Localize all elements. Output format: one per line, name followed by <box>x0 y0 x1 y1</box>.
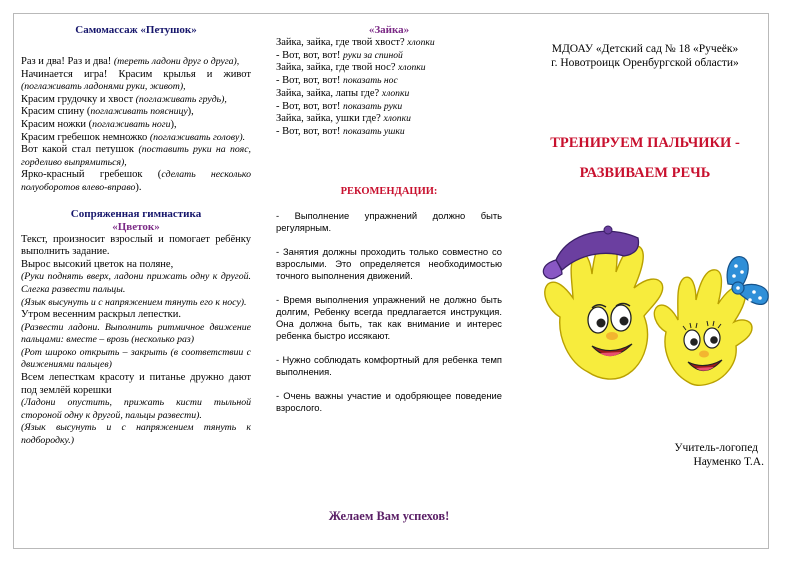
poem-line: - Вот, вот, вот! руки за спиной <box>276 49 403 61</box>
gym-subtitle: «Цветок» <box>112 220 160 233</box>
recommendations-title: РЕКОМЕНДАЦИИ: <box>340 185 438 197</box>
gym-line: (Развести ладони. Выполнить ритмичное движение пальцами: вместе – врозь (несколько раз) <box>21 321 251 346</box>
massage-line: Красим ножки (поглаживать ноги), <box>21 118 177 130</box>
massage-title: Самомассаж «Петушок» <box>75 24 197 36</box>
gym-line: Вырос высокий цветок на поляне, <box>21 258 174 270</box>
massage-line: Красим спину (поглаживать поясницу), <box>21 106 194 118</box>
recommendation-item: - Очень важны участие и одобряющее поведение взрослого. <box>276 389 502 413</box>
gym-line: (Язык высунуть и с напряжением тянуть его к носу). <box>21 296 247 308</box>
gym-title: Сопряженная гимнастика <box>70 207 202 220</box>
brochure-title: ТРЕНИРУЕМ ПАЛЬЧИКИ - РАЗВИВАЕМ РЕЧЬ <box>550 135 740 181</box>
poem-line: - Вот, вот, вот! показать руки <box>276 100 403 112</box>
author-name: Науменко Т.А. <box>693 455 764 468</box>
massage-line: Ярко-красный гребешок (сделать несколько полуоборотов влево-вправо). <box>21 169 251 193</box>
recommendations-list <box>276 210 502 414</box>
smiling-hands-illustration <box>528 222 774 397</box>
poem-line: Зайка, зайка, ушки где? хлопки <box>276 113 411 125</box>
recommendation-item: - Выполнение упражнений должно быть регулярным. <box>276 209 502 233</box>
massage-line: Красим грудочку и хвост (поглаживать грудь), <box>21 93 227 105</box>
gym-line: Всем лепесткам красоту и питанье дружно дают под землёй корешки <box>21 372 251 396</box>
recommendation-item: - Время выполнения упражнений не должно быть долгим, Ребенку всегда предлагается инструкция. Она должна быть, так как внимание и интерес ребенка быстро иссякают. <box>276 293 502 341</box>
gym-intro: Текст, произносит взрослый и помогает ребёнку выполнить задание. <box>21 233 251 258</box>
gym-line: Утром весенним раскрыл лепестки. <box>21 309 181 321</box>
recommendation-item: - Нужно соблюдать комфортный для ребенка темп выполнения. <box>276 353 502 377</box>
gym-line: (Рот широко открыть – закрыть (в соответствии с движениями пальцев) <box>21 346 251 371</box>
recommendation-item: - Занятия должны проходить только совместно со взрослыми. Это определяется необходимостью точного выполнения движений. <box>276 245 502 281</box>
poem-line: - Вот, вот, вот! показать нос <box>276 75 398 87</box>
right-column <box>522 42 768 468</box>
brochure-sheet <box>13 13 769 549</box>
poem-line: Зайка, зайка, где твой нос? хлопки <box>276 62 426 74</box>
zaika-poem <box>276 37 502 139</box>
wish-text: Желаем Вам успехов! <box>328 509 450 523</box>
massage-poem <box>21 56 251 195</box>
gym-line: (Язык высунуть и с напряжением тянуть к подбородку.) <box>21 422 251 447</box>
left-column <box>21 24 251 448</box>
org-name: МДОАУ «Детский сад № 18 «Ручеёк» г. Новотроицк Оренбургской области» <box>551 43 739 69</box>
author-role: Учитель-логопед <box>674 442 758 454</box>
massage-line: Начинается игра! Красим крылья и живот (поглаживать ладонями руки, живот), <box>21 68 251 93</box>
poem-line: Зайка, зайка, где твой хвост? хлопки <box>276 37 435 48</box>
gym-text <box>21 234 251 448</box>
gym-line: (Ладони опустить, прижать кисти тыльной стороной одну к другой, пальцы развести). <box>21 397 251 421</box>
massage-line: Вот какой стал петушок (поставить руки на пояс, горделиво выпрямиться), <box>21 144 252 168</box>
author-block <box>522 442 768 469</box>
poem-line: - Вот, вот, вот! показать ушки <box>276 125 405 137</box>
massage-line: Раз и два! Раз и два! (тереть ладони друг о друга), <box>21 56 240 67</box>
poem-title: «Зайка» <box>368 24 410 36</box>
middle-column <box>276 24 502 523</box>
poem-line: Зайка, зайка, лапы где? хлопки <box>276 87 410 99</box>
massage-line: Красим гребешок немножко (поглаживать голову). <box>21 131 246 143</box>
gym-line: (Руки поднять вверх, ладони прижать одну к другой. Слегка развести пальцы. <box>21 271 251 295</box>
